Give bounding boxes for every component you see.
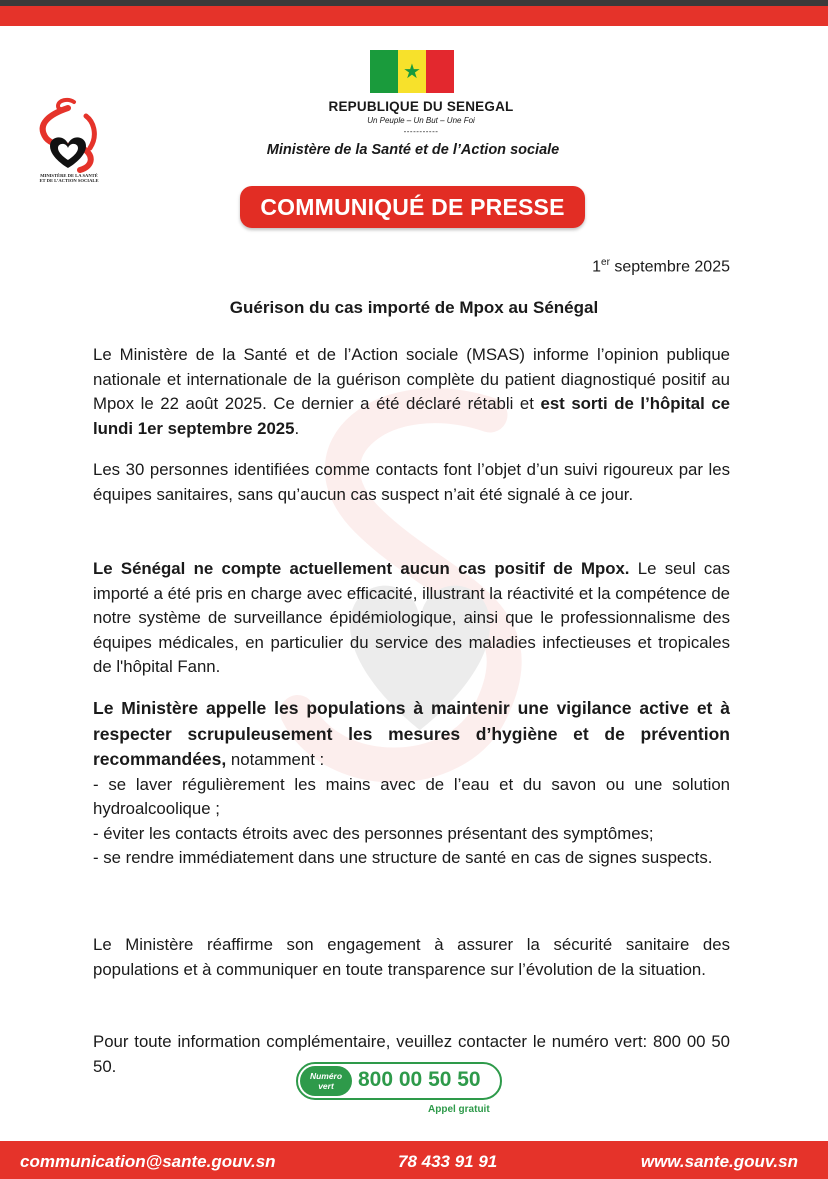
footer-bar xyxy=(0,1141,828,1179)
paragraph-1-end: . xyxy=(294,418,300,438)
list-item: - se laver régulièrement les mains avec de l’eau et du savon ou une solution hydroalcoolique ; xyxy=(93,774,730,818)
flag-green-stripe xyxy=(370,50,398,93)
paragraph-4 xyxy=(93,696,730,871)
senegal-flag xyxy=(370,50,454,93)
toll-free-tag-line-2: vert xyxy=(318,1081,334,1091)
logo-caption-line-1: MINISTÈRE DE LA SANTÉ xyxy=(40,173,98,178)
flag-star-icon: ★ xyxy=(403,58,421,83)
date-suffix: er xyxy=(601,257,610,268)
date-day: 1 xyxy=(592,258,602,276)
toll-free-tag-line-1: Numéro xyxy=(309,1071,343,1081)
footer-phone: 78 433 91 91 xyxy=(398,1152,498,1171)
paragraph-1-bold: est sorti de l’hôpital ce lundi 1er septembre 2025 xyxy=(93,394,730,438)
date-rest: septembre 2025 xyxy=(609,258,730,276)
paragraph-1-text: Le Ministère de la Santé et de l’Action sociale (MSAS) informe l’opinion publique nationale et internationale de la guérison complète du patient diagnostiqué positif au Mpox le 22 août 2025. Ce dernier a été déclaré rétabli et xyxy=(93,345,730,413)
paragraph-2: Les 30 personnes identifiées comme contacts font l’objet d’un suivi rigoureux par les équipes sanitaires, sans qu’aucun cas suspect n’ait été signalé à ce jour. xyxy=(93,460,730,504)
toll-free-number: 800 00 50 50 xyxy=(358,1068,481,1091)
footer-website: www.sante.gouv.sn xyxy=(640,1152,798,1171)
flag-red-stripe xyxy=(426,50,454,93)
document-date xyxy=(592,257,730,276)
paragraph-3 xyxy=(93,557,730,680)
paragraph-6: Pour toute information complémentaire, veuillez contacter le numéro vert: 800 00 50 50. xyxy=(93,1032,730,1076)
header-separator: ----------- xyxy=(403,127,439,136)
list-item: - se rendre immédiatement dans une structure de santé en cas de signes suspects. xyxy=(93,848,713,867)
toll-free-number-badge xyxy=(296,1062,502,1100)
document-title: Guérison du cas importé de Mpox au Sénégal xyxy=(229,298,599,317)
ministry-name: Ministère de la Santé et de l’Action sociale xyxy=(266,142,560,158)
top-red-bar xyxy=(0,6,828,26)
republic-motto: Un Peuple – Un But – Une Foi xyxy=(367,116,475,125)
flag-yellow-stripe xyxy=(398,50,426,93)
press-release-badge: COMMUNIQUÉ DE PRESSE xyxy=(240,186,585,228)
paragraph-1 xyxy=(93,343,730,441)
paragraph-4-bold: Le Ministère appelle les populations à maintenir une vigilance active et à respecter scrupuleusement les mesures d’hygiène et de prévention recommandées, xyxy=(93,698,730,769)
toll-free-tag xyxy=(300,1066,352,1096)
paragraph-5: Le Ministère réaffirme son engagement à assurer la sécurité sanitaire des populations et à communiquer en toute transparence sur l’évolution de la situation. xyxy=(93,935,730,979)
paragraph-3-bold: Le Sénégal ne compte actuellement aucun cas positif de Mpox. xyxy=(93,559,630,578)
footer-email: communication@sante.gouv.sn xyxy=(20,1152,276,1171)
paragraph-4-text: notamment : xyxy=(226,750,325,769)
republic-title: REPUBLIQUE DU SENEGAL xyxy=(328,99,514,114)
free-call-caption: Appel gratuit xyxy=(428,1104,490,1115)
ministry-logo-caption xyxy=(28,173,110,184)
logo-caption-line-2: ET DE L’ACTION SOCIALE xyxy=(39,178,99,184)
paragraph-3-text: Le seul cas importé a été pris en charge avec efficacité, illustrant la réactivité et la compétence de notre système de surveillance épidémiologique, ainsi que le professionnalisme des équipes médicales, en particulier du service des maladies infectieuses et tropicales de l'hôpital Fann. xyxy=(93,559,730,676)
list-item: - éviter les contacts étroits avec des personnes présentant des symptômes; xyxy=(93,823,654,843)
